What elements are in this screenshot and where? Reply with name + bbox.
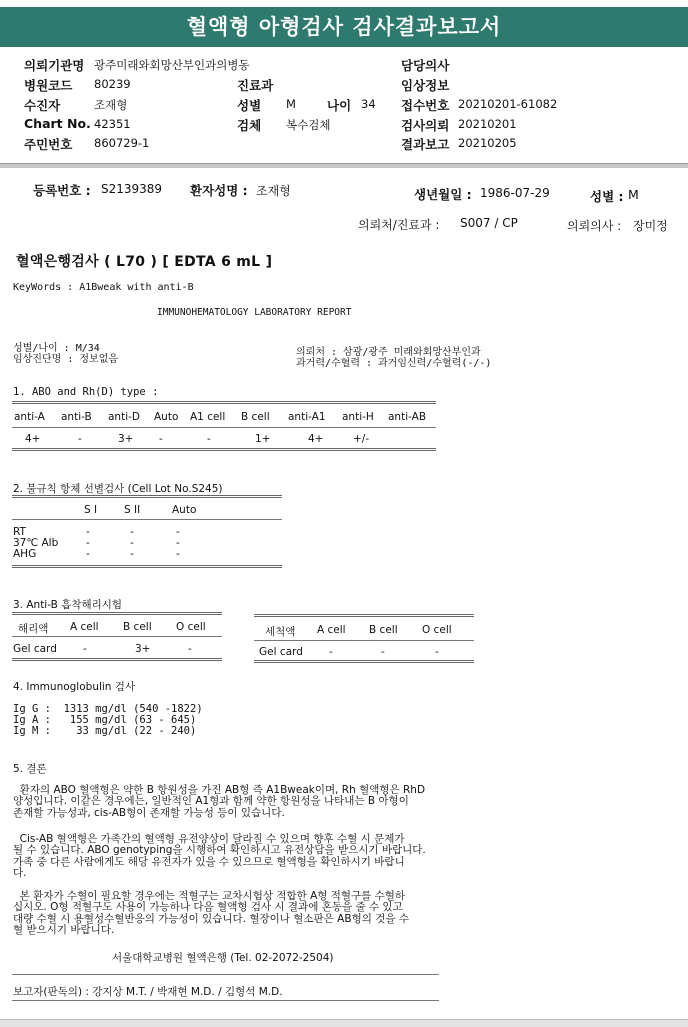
screen-value-cell: - — [176, 537, 180, 549]
receipt-label: 접수번호 — [401, 98, 450, 113]
section2-rule-top — [12, 495, 282, 498]
abo-header-cell: anti-D — [108, 411, 140, 423]
conclusion-line: 환자의 ABO 혈액형은 약한 B 항원성을 가진 AB형 즉 A1Bweak이며, Rh 혈액형은 RhD — [13, 784, 426, 796]
request-value: 20210201 — [458, 117, 517, 131]
abo-header-cell: anti-A1 — [288, 411, 326, 423]
abo-value-cell: 3+ — [118, 433, 134, 445]
resident-value: 860729-1 — [94, 136, 150, 150]
conclusion-line: 다. — [13, 866, 27, 879]
elution-right-header: 세척액 — [265, 626, 296, 638]
conclusion-line: Cis-AB 혈액형은 가족간의 혈액형 유전양상이 달라질 수 있으며 향후 수혈 시 문제가 — [13, 833, 405, 845]
chart-value: 42351 — [94, 117, 131, 131]
screen-header-cell: S I — [84, 504, 98, 516]
patient-sex-label: 성별 : — [590, 189, 624, 204]
conclusion-line: 존재할 가능성과, cis-AB형이 존재할 가능성 등이 있습니다. — [13, 806, 285, 819]
doctor-label: 담당의사 — [401, 58, 450, 73]
screen-value-cell: - — [130, 526, 134, 538]
screen-row-label: AHG — [13, 548, 37, 560]
section1-rule-top — [12, 401, 436, 404]
footer-rule-bottom — [12, 1000, 439, 1001]
dept-label: 진료과 — [237, 78, 274, 93]
abo-value-cell: - — [159, 433, 163, 445]
elution-left-value: Gel card — [13, 643, 57, 655]
specimen-label: 검체 — [237, 118, 262, 133]
section1-rule-mid — [12, 427, 436, 428]
exam-title: 혈액은행검사 ( L70 ) [ EDTA 6 mL ] — [16, 254, 273, 270]
patient-dept-label: 의뢰처/진료과 : — [358, 218, 440, 232]
patient-doctor-label: 의뢰의사 : — [567, 219, 622, 233]
lab-report-title: IMMUNOHEMATOLOGY LABORATORY REPORT — [157, 307, 352, 318]
abo-header-cell: anti-A — [14, 411, 45, 423]
info-sex-age: 성별/나이 : M/34 — [13, 343, 100, 354]
receiver-label: 수진자 — [24, 98, 61, 113]
elution-left-header: 해리액 — [18, 623, 49, 635]
abo-value-cell: - — [207, 433, 211, 445]
section3-left-rule-bottom — [12, 658, 222, 661]
abo-value-cell: +/- — [353, 433, 370, 445]
specimen-value: 복수검체 — [286, 118, 331, 132]
elution-right-header: B cell — [369, 624, 398, 636]
screen-value-cell: - — [130, 548, 134, 560]
screen-value-cell: - — [86, 526, 90, 538]
result-value: 20210205 — [458, 136, 517, 150]
section4-title: 4. Immunoglobulin 검사 — [13, 681, 136, 693]
elution-left-value: - — [188, 643, 192, 655]
abo-header-cell: A1 cell — [190, 411, 226, 423]
elution-left-value: 3+ — [135, 643, 151, 655]
conclusion-line: 가족 중 다른 사람에게도 해당 유전자가 있을 수 있으므로 혈액형을 확인하시기 바랍니 — [13, 855, 405, 868]
screen-row-label: RT — [13, 526, 26, 538]
hospital-code-label: 병원코드 — [24, 78, 73, 93]
elution-left-header: O cell — [176, 621, 206, 633]
elution-right-value: Gel card — [259, 646, 303, 658]
reg-label: 등록번호 : — [33, 183, 91, 198]
section2-rule-bottom — [12, 565, 282, 568]
request-label: 검사의뢰 — [401, 118, 450, 133]
abo-header-cell: anti-B — [61, 411, 92, 423]
report-title: 혈액형 아형검사 검사결과보고서 — [0, 7, 688, 47]
section3-right-rule-bottom — [254, 660, 474, 663]
reg-value: S2139389 — [101, 182, 163, 196]
screen-value-cell: - — [176, 548, 180, 560]
screen-header-cell: S II — [124, 504, 141, 516]
elution-left-value: - — [83, 643, 87, 655]
age-value: 34 — [361, 97, 376, 111]
section3-left-rule-top — [12, 612, 222, 615]
footer-rule-top — [12, 974, 439, 975]
screen-header-cell: Auto — [172, 504, 197, 516]
conclusion-line: 양성입니다. 이같은 경우에는, 일반적인 A1형과 함께 약한 항원성을 나타내는 B 아형이 — [13, 795, 409, 808]
elution-right-value: - — [435, 646, 439, 658]
abo-value-cell: 1+ — [255, 433, 271, 445]
receiver-value: 조재형 — [94, 98, 128, 112]
section1-rule-bottom — [12, 448, 436, 451]
abo-header-cell: Auto — [154, 411, 179, 423]
screen-row-label: 37℃ Alb — [13, 537, 59, 549]
keywords: KeyWords : A1Bweak with anti-B — [13, 282, 194, 293]
abo-value-cell: 4+ — [308, 433, 324, 445]
immunoglobulin-line: Ig A : 155 mg/dl (63 - 645) — [13, 714, 197, 726]
sex-value: M — [286, 97, 296, 111]
lab-name: 서울대학교병원 혈액은행 (Tel. 02-2072-2504) — [112, 952, 334, 964]
conclusion-line: 대량 수혈 시 용혈성수혈반응의 가능성이 있습니다. 혈장이나 혈소판은 AB형의 것을 수 — [13, 912, 409, 925]
info-history: 과거력/수혈력 : 과거임신력/수혈력(-/-) — [296, 358, 492, 369]
screen-value-cell: - — [130, 537, 134, 549]
info-requester: 의뢰처 : 삼광/광주 미래와회망산부인과 — [296, 347, 481, 358]
section1-title: 1. ABO and Rh(D) type : — [13, 386, 159, 398]
abo-header-cell: anti-AB — [388, 411, 427, 423]
sex-label: 성별 — [237, 98, 262, 113]
section5-title: 5. 결론 — [13, 763, 47, 775]
screen-value-cell: - — [86, 548, 90, 560]
dob-value: 1986-07-29 — [480, 186, 550, 200]
clinical-label: 임상정보 — [401, 78, 450, 93]
hospital-code-value: 80239 — [94, 77, 131, 91]
elution-left-header: B cell — [123, 621, 152, 633]
patient-sex-value: M — [628, 187, 639, 202]
elution-left-header: A cell — [70, 621, 99, 633]
screen-value-cell: - — [86, 537, 90, 549]
conclusion-line: 될 수 있습니다. ABO genotyping을 시행하여 확인하시고 유전상담을 받으시기 바랍니다. — [13, 844, 426, 857]
info-diagnosis: 임상진단명 : 정보없음 — [13, 354, 119, 365]
immunoglobulin-line: Ig M : 33 mg/dl (22 - 240) — [13, 725, 197, 737]
institution-value: 광주미래와회망산부인과의병동 — [94, 58, 250, 72]
immunoglobulin-line: Ig G : 1313 mg/dl (540 -1822) — [13, 703, 203, 715]
section3-left-rule-mid — [12, 636, 222, 637]
abo-value-cell: 4+ — [25, 433, 41, 445]
patient-doctor-value: 장미정 — [633, 219, 668, 233]
elution-right-value: - — [329, 646, 333, 658]
conclusion-line: 본 환자가 수혈이 필요할 경우에는 적혈구는 교차시험상 적합한 A형 적혈구를 수혈하 — [13, 890, 406, 902]
patient-dept-value: S007 / CP — [460, 216, 518, 230]
age-label: 나이 — [327, 98, 352, 113]
reporters: 보고자(판독의) : 강지상 M.T. / 박재현 M.D. / 김형석 M.D. — [13, 986, 283, 998]
header-divider — [0, 163, 688, 168]
conclusion-line: 혈 받으시기 바랍니다. — [13, 923, 115, 936]
institution-label: 의뢰기관명 — [24, 58, 85, 73]
elution-right-header: O cell — [422, 624, 452, 636]
screen-value-cell: - — [176, 526, 180, 538]
name-label: 환자성명 : — [190, 183, 248, 198]
section3-right-rule-top — [254, 614, 474, 617]
result-label: 결과보고 — [401, 137, 450, 152]
chart-label: Chart No. — [24, 116, 91, 131]
elution-right-header: A cell — [317, 624, 346, 636]
elution-right-value: - — [381, 646, 385, 658]
abo-value-cell: - — [78, 433, 82, 445]
section2-title: 2. 불규칙 항체 선별검사 (Cell Lot No.S245) — [13, 483, 223, 495]
conclusion-line: 십시오. O형 적혈구도 사용이 가능하나 다음 혈액형 검사 시 결과에 혼동을 줄 수 있고 — [13, 901, 403, 914]
resident-label: 주민번호 — [24, 137, 73, 152]
section2-rule-mid — [12, 519, 282, 520]
name-value: 조재형 — [256, 184, 291, 198]
abo-header-cell: B cell — [241, 411, 270, 423]
section3-right-rule-mid — [254, 640, 474, 641]
receipt-value: 20210201-61082 — [458, 97, 558, 111]
abo-header-cell: anti-H — [342, 411, 374, 423]
dob-label: 생년월일 : — [414, 187, 472, 202]
section3-title: 3. Anti-B 흡착해리시험 — [13, 599, 123, 611]
